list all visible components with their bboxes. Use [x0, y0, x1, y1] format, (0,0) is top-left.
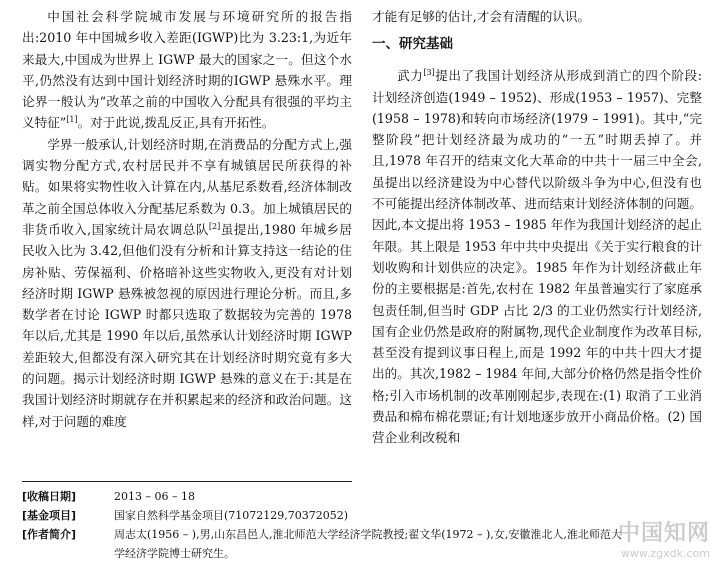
received-date-row: [22, 487, 702, 506]
citation-ref[interactable]: [3]: [423, 68, 435, 78]
watermark: [550, 516, 710, 560]
left-paragraph-2: 学界一般承认,计划经济时期,在消费品的分配方式上,强调实物分配方式,农村居民并不享有城镇居民所获得的补贴。如果将实物性收入计算在内,从基尼系数看,经济体制改革之前全国总体收入分配基尼系数为 0.3。加上城镇居民的非货币收入,国家统计局农调总队[2]虽提出,1980 年城乡居民收入比为 3.42,但他们没有分析和计算支持这一结论的住房补贴、劳保福利、价格暗补这些实物收入,更没有对计划经济时期 IGWP 悬殊被忽视的原因进行理论分析。而且,多数学者在讨论 IGWP 时都只选取了数据较为完善的 1978 年以后,尤其是 1990 年以后,虽然承认计划经济时期 IGWP 差距较大,但都没有深入研究其在计划经济时期究竟有多大的问题。揭示计划经济时期 IGWP 悬殊的意义在于:其是在我国计划经济时期就存在并积累起来的经济和政治问题。这样,对于问题的难度: [22, 136, 352, 429]
section-title: 一、研究基础: [372, 36, 453, 53]
fund-label: [基金项目]: [22, 509, 77, 522]
right-continuation: 才能有足够的估计,才会有清醒的认识。: [372, 9, 591, 24]
author-value: 周志太(1956 – ),男,山东昌邑人,淮北师范大学经济学院教授;翟文华(1972 – ),女,安徽淮北人,淮北师范大: [114, 528, 622, 541]
watermark-name: 中国知网: [617, 521, 710, 546]
received-date-label: [收稿日期]: [22, 490, 77, 503]
citation-ref[interactable]: [2]: [208, 221, 221, 231]
fund-value: 国家自然科学基金项目(71072129,70372052): [114, 509, 349, 522]
author-label: [作者简介]: [22, 528, 77, 541]
right-column: [372, 6, 702, 449]
watermark-url: www.zgxdk.com: [620, 547, 710, 560]
left-column: [22, 6, 352, 432]
right-paragraph-1: 武力[3]提出了我国计划经济从形成到消亡的四个阶段:计划经济创造(1949 – 1952)、形成(1953 – 1957)、完整(1958 – 1978)和转向市场经济(1979 – 1991)。其中,“完整阶段”把计划经济最为成功的“一五”时期丢掉了。并且,1978 年召开的结束文化大革命的中共十一届三中全会,虽提出以经济建设为中心替代以阶级斗争为中心,但没有也不可能提出经济体制改革、进而结束计划经济体制的问题。因此,本文提出将 1953 – 1985 年作为我国计划经济的起止年限。其上限是 1953 年中共中央提出《关于实行粮食的计划收购和计划供应的决定》。1985 年作为计划经济截止年份的主要根据是:首先,农村在 1982 年虽普遍实行了家庭承包责任制,但当时 GDP 占比 2/3 的工业仍然实行计划经济,国有企业仍然是政府的附属物,现代企业制度作为改革目标,甚至没有提到议事日程上,而是 1992 年的中共十四大才提出的。其次,1982 – 1984 年间,大部分价格仍然是指令性价格;引入市场机制的改革刚刚起步,表现在:(1) 取消了工业消费品和棉布棉花票证;有计划地逐步放开小商品价格。(2) 国营企业利改税和: [372, 68, 702, 446]
author-value-cont: 学经济学院博士研究生。: [114, 547, 235, 560]
footnote-divider: [22, 481, 352, 482]
received-date-value: 2013 – 06 – 18: [114, 490, 195, 503]
left-paragraph-1: 中国社会科学院城市发展与环境研究所的报告指出:2010 年中国城乡收入差距(IGWP)比为 3.23:1,为近年来最大,中国成为世界上 IGWP 最大的国家之一。但这个水平,仍然没有达到中国计划经济时期的IGWP 悬殊水平。理论界一般认为“改革之前的中国收入分配具有很强的平均主义特征”[1]。对于此说,拨乱反正,具有开拓性。: [22, 9, 352, 131]
citation-ref[interactable]: [1]: [66, 115, 78, 125]
